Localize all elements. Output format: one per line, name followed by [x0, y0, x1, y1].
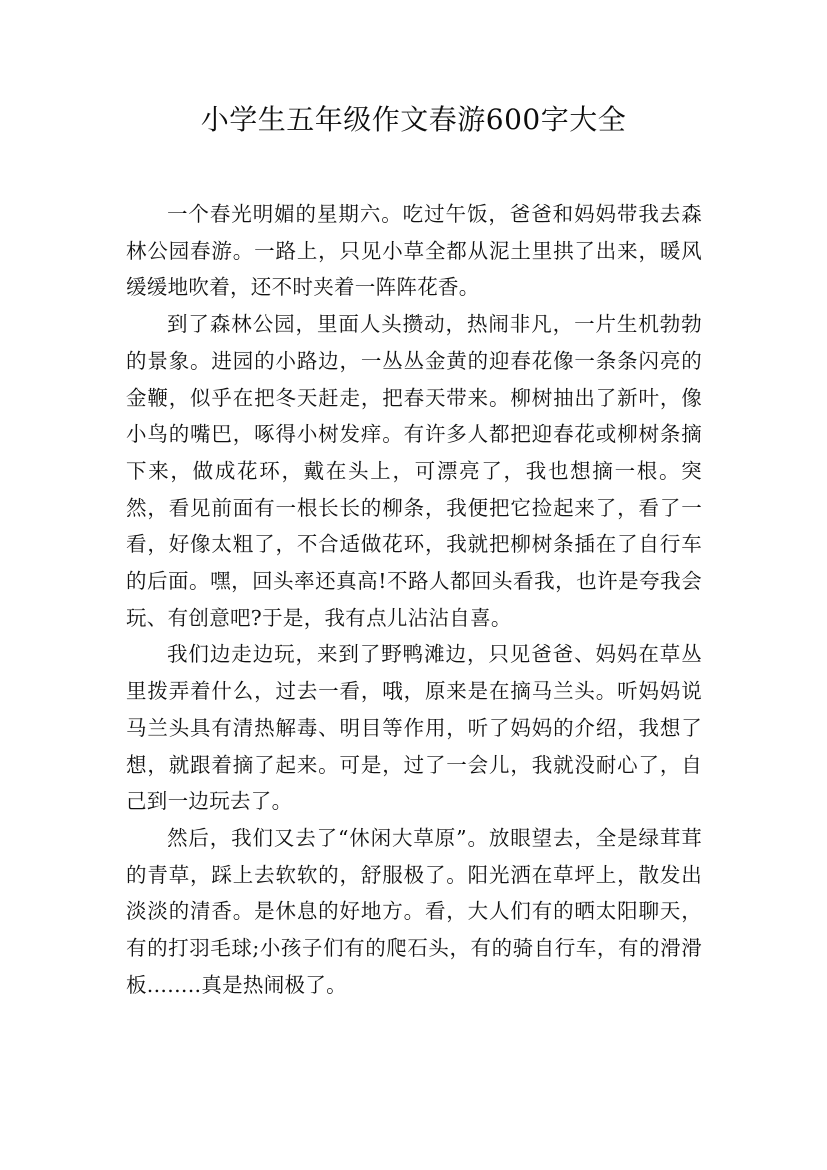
paragraph-1: 一个春光明媚的星期六。吃过午饭，爸爸和妈妈带我去森林公园春游。一路上，只见小草全都从泥土里拱了出来，暖风缓缓地吹着，还不时夹着一阵阵花香。	[126, 202, 702, 300]
paragraph-4: 然后，我们又去了“休闲大草原”。放眼望去，全是绿茸茸的青草，踩上去软软的，舒服极了。阳光洒在草坪上，散发出淡淡的清香。是休息的好地方。看，大人们有的晒太阳聊天，有的打羽毛球;小孩子们有的爬石头，有的骑自行车，有的滑滑板........真是热闹极了。	[126, 825, 702, 997]
document-body	[126, 196, 702, 1003]
document-title: 小学生五年级作文春游600字大全	[200, 103, 627, 136]
paragraph-2: 到了森林公园，里面人头攒动，热闹非凡，一片生机勃勃的景象。进园的小路边，一丛丛金黄的迎春花像一条条闪亮的金鞭，似乎在把冬天赶走，把春天带来。柳树抽出了新叶，像小鸟的嘴巴，啄得小树发痒。有许多人都把迎春花或柳树条摘下来，做成花环，戴在头上，可漂亮了，我也想摘一根。突然，看见前面有一根长长的柳条，我便把它捡起来了，看了一看，好像太粗了，不合适做花环，我就把柳树条插在了自行车的后面。嘿，回头率还真高!不路人都回头看我，也许是夸我会玩、有创意吧?于是，我有点儿沾沾自喜。	[126, 312, 702, 630]
paragraph-3: 我们边走边玩，来到了野鸭滩边，只见爸爸、妈妈在草丛里拨弄着什么，过去一看，哦，原来是在摘马兰头。听妈妈说马兰头具有清热解毒、明目等作用，听了妈妈的介绍，我想了想，就跟着摘了起来。可是，过了一会儿，我就没耐心了，自己到一边玩去了。	[126, 642, 702, 814]
